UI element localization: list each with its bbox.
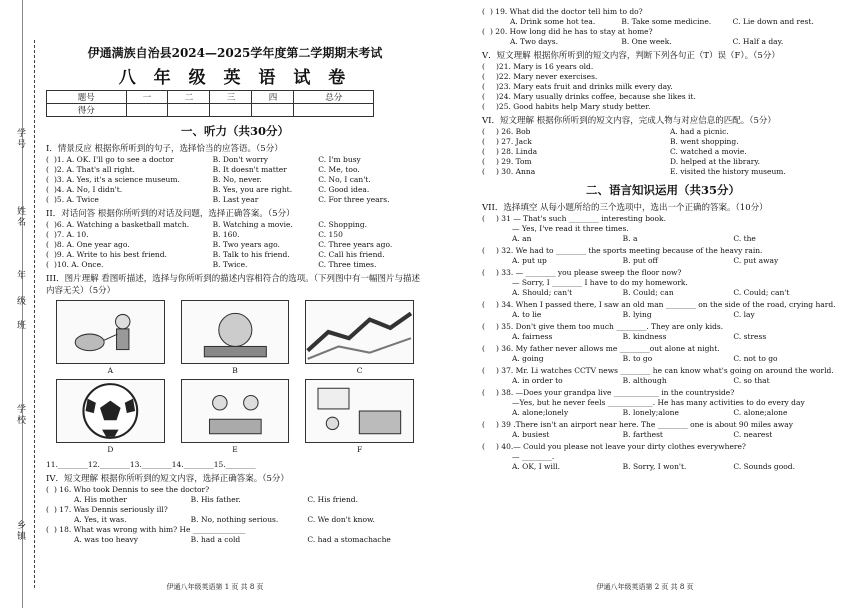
option-c: C. put away — [733, 256, 779, 265]
option-a: )5. A. Twice — [54, 195, 99, 204]
option-b: B. 160. — [212, 230, 240, 239]
question-stem: ) 38. —Does your grandpa live ____________ in the countryside? — [496, 388, 735, 397]
answer-bracket[interactable]: ( — [46, 185, 49, 194]
question-options-row — [482, 332, 844, 341]
answer-bracket[interactable]: ( — [482, 102, 485, 111]
option-b: B. to go — [622, 354, 653, 363]
option-b: B. His father. — [190, 495, 241, 504]
right-content — [482, 6, 844, 474]
option-a: A. in order to — [512, 376, 563, 385]
option-a: A. an — [512, 234, 532, 243]
question-stem: ) 16. Who took Dennis to see the doctor? — [54, 485, 210, 494]
question-stem-line2: —Yes, but he never feels ____________. He has many activities to do every day — [512, 398, 805, 407]
question-row — [46, 260, 424, 269]
picture-label: D — [107, 445, 114, 454]
picture-label: F — [357, 445, 363, 454]
option-b: B. Could; can — [622, 288, 674, 297]
option-b: B. Don't worry — [212, 155, 269, 164]
picture-f-classroom — [305, 379, 414, 443]
option-c: C. Shopping. — [318, 220, 368, 229]
answer-bracket[interactable]: ( — [482, 7, 485, 16]
question-stem-row — [482, 322, 844, 331]
question-stem: ) 20. How long did he has to stay at home? — [490, 27, 653, 36]
activity-option: E. visited the history museum. — [670, 167, 786, 176]
option-c: C. Could; can't — [733, 288, 790, 297]
option-b: B. One week. — [621, 37, 672, 46]
option-b: B. put off — [622, 256, 658, 265]
option-b: B. Last year — [212, 195, 259, 204]
picture-c-great-wall — [305, 300, 414, 364]
part5-title: V．短文理解 根据你所听到的短文内容，判断下列各句正（T）误（F）。（5分） — [482, 51, 780, 61]
option-b: B. Talk to his friend. — [212, 250, 290, 259]
question-options-row — [46, 535, 424, 544]
question-stem-row — [482, 27, 844, 36]
part7-questions — [482, 214, 844, 471]
seal-line — [34, 40, 35, 588]
activity-option: C. watched a movie. — [670, 147, 747, 156]
true-false-row — [482, 72, 844, 81]
question-stem-row — [482, 246, 844, 255]
answer-blanks-11-15[interactable]: 11.________12.________13.________14.________15.________ — [46, 460, 256, 469]
question-stem-continued — [482, 224, 844, 233]
answer-bracket[interactable]: ( — [482, 344, 485, 353]
option-a: A. Two days. — [510, 37, 558, 46]
question-stem-continued — [482, 278, 844, 287]
answer-bracket[interactable]: ( — [482, 147, 485, 156]
part5-questions — [482, 62, 844, 111]
score-cell: 二 — [168, 91, 210, 104]
answer-bracket[interactable]: ( — [482, 72, 485, 81]
part6-matching — [482, 127, 844, 176]
option-c: C. Three years ago. — [318, 240, 393, 249]
part1-questions — [46, 155, 424, 204]
picture-c-wrap — [305, 300, 414, 375]
picture-grid — [56, 300, 414, 454]
option-a: A. was too heavy — [74, 535, 138, 544]
question-options-row — [482, 37, 844, 46]
score-cell[interactable] — [294, 104, 374, 117]
option-c: C. not to go — [733, 354, 778, 363]
answer-bracket[interactable]: ( — [46, 250, 49, 259]
answer-bracket[interactable]: ( — [482, 127, 485, 136]
question-row — [46, 230, 424, 239]
question-stem-row — [482, 420, 844, 429]
question-stem: ) 19. What did the doctor tell him to do? — [490, 7, 643, 16]
picture-label: A — [107, 366, 114, 375]
question-stem: ) 31 — That's such ________ interesting book. — [496, 214, 666, 223]
answer-bracket[interactable]: ( — [482, 420, 485, 429]
option-c: C. I'm busy — [318, 155, 361, 164]
picture-e-party — [181, 379, 290, 443]
picture-b-cartoon — [181, 300, 290, 364]
statement: )23. Mary eats fruit and drinks milk every day. — [496, 82, 673, 91]
option-a: )10. A. Once. — [54, 260, 104, 269]
right-page — [430, 0, 860, 608]
part4-questions — [46, 485, 424, 544]
edge-label-grade: 年 — [15, 270, 25, 281]
score-cell: 得分 — [47, 104, 127, 117]
answer-bracket[interactable]: ( — [46, 175, 49, 184]
option-c: C. Me, too. — [318, 165, 360, 174]
option-a: A. Yes, it was. — [74, 515, 127, 524]
question-stem: ) 17. Was Dennis seriously ill? — [54, 505, 168, 514]
option-a: A. put up — [512, 256, 547, 265]
question-stem-row — [482, 344, 844, 353]
picture-d-wrap — [56, 379, 165, 454]
person-name: ) 29. Tom — [496, 157, 532, 166]
edge-label-township: 乡镇 — [15, 520, 25, 542]
option-a: A. going — [512, 354, 544, 363]
activity-option: B. went shopping. — [670, 137, 739, 146]
picture-e-wrap — [181, 379, 290, 454]
answer-bracket[interactable]: ( — [482, 442, 485, 451]
matching-row — [482, 137, 844, 146]
true-false-row — [482, 62, 844, 71]
option-a: A. OK, I will. — [512, 462, 561, 471]
matching-row — [482, 127, 844, 136]
edge-label-student-id: 学号 — [15, 128, 25, 150]
answer-bracket[interactable]: ( — [482, 62, 485, 71]
option-a: )1. A. OK. I'll go to see a doctor — [54, 155, 174, 164]
picture-a-wrap — [56, 300, 165, 375]
edge-label-school: 学校 — [15, 404, 25, 426]
section-language-title: 二、语言知识运用（共35分） — [585, 183, 740, 197]
option-c: C. alone;alone — [733, 408, 788, 417]
option-b: B. kindness — [622, 332, 667, 341]
edge-label-level: 级 — [15, 296, 25, 307]
option-c: C. stress — [733, 332, 767, 341]
score-cell[interactable] — [126, 104, 168, 117]
question-options-row — [482, 376, 844, 385]
question-stem-continued — [482, 398, 844, 407]
person-name: ) 26. Bob — [496, 127, 531, 136]
picture-label: C — [356, 366, 363, 375]
option-b: B. Watching a movie. — [212, 220, 293, 229]
person-name: ) 28. Linda — [496, 147, 538, 156]
answer-bracket[interactable]: ( — [482, 388, 485, 397]
part2-questions — [46, 220, 424, 269]
answer-bracket[interactable]: ( — [482, 137, 485, 146]
score-cell[interactable] — [252, 104, 294, 117]
picture-a-dog-walking — [56, 300, 165, 364]
question-options-row — [482, 234, 844, 243]
option-c: C. so that — [733, 376, 770, 385]
score-table-score-row — [47, 104, 374, 117]
question-options-row — [482, 17, 844, 26]
person-name: ) 30. Anna — [496, 167, 536, 176]
question-stem-line2: — Sorry, I ________ I have to do my homework. — [512, 278, 688, 287]
answer-bracket[interactable]: ( — [482, 214, 485, 223]
answer-bracket[interactable]: ( — [46, 505, 49, 514]
option-b: B. although — [622, 376, 667, 385]
true-false-row — [482, 82, 844, 91]
question-stem-row — [482, 442, 844, 451]
option-b: B. lying — [622, 310, 652, 319]
true-false-row — [482, 102, 844, 111]
question-row — [46, 240, 424, 249]
question-stem: ) 18. What was wrong with him? He ______________ — [54, 525, 246, 534]
question-stem-line2: — Yes, I've read it three times. — [512, 224, 629, 233]
option-c: C. had a stomachache — [307, 535, 391, 544]
option-c: C. Lie down and rest. — [732, 17, 814, 26]
questions-19-20 — [482, 7, 844, 46]
matching-row — [482, 157, 844, 166]
answer-bracket[interactable]: ( — [46, 260, 49, 269]
score-cell: 三 — [210, 91, 252, 104]
part4-title: IV．短文理解 根据你所听到的短文内容，选择正确答案。（5分） — [46, 474, 289, 484]
option-b: B. a — [622, 234, 638, 243]
option-c: C. Half a day. — [732, 37, 784, 46]
option-c: C. For three years. — [318, 195, 390, 204]
score-cell[interactable] — [168, 104, 210, 117]
question-stem-continued — [482, 452, 844, 461]
question-options-row — [46, 515, 424, 524]
picture-b-wrap — [181, 300, 290, 375]
page-footer: 伊通八年级英语第 1 页 共 8 页 — [166, 583, 264, 591]
option-a: A. to lie — [512, 310, 542, 319]
answer-bracket[interactable]: ( — [46, 240, 49, 249]
statement: )22. Mary never exercises. — [496, 72, 598, 81]
score-table-header-row — [47, 91, 374, 104]
question-stem-row — [482, 7, 844, 16]
score-table — [46, 90, 374, 117]
question-row — [46, 185, 424, 194]
question-row — [46, 195, 424, 204]
part3-title: III．图片理解 看图听描述，选择与你所听到的描述内容相符合的选项。（下列图中有一幅图片与描述内容无关）（5分） — [46, 274, 421, 296]
option-a: )6. A. Watching a basketball match. — [54, 220, 190, 229]
option-a: )9. A. Write to his best friend. — [54, 250, 167, 259]
option-c: C. Sounds good. — [733, 462, 795, 471]
option-b: B. Sorry, I won't. — [622, 462, 687, 471]
picture-f-wrap — [305, 379, 414, 454]
question-stem: ) 39 .There isn't an airport near here. The ________ one is about 90 miles away — [496, 420, 794, 429]
question-stem-row — [46, 485, 424, 494]
option-b: B. No, never. — [212, 175, 262, 184]
question-stem-row — [482, 214, 844, 223]
question-stem: ) 34. When I passed there, I saw an old man ________ on the side of the road, crying hard. — [496, 300, 836, 309]
answer-bracket[interactable]: ( — [482, 322, 485, 331]
question-options-row — [482, 288, 844, 297]
answer-bracket[interactable]: ( — [482, 268, 485, 277]
question-options-row — [482, 408, 844, 417]
option-c: C. No, I can't. — [318, 175, 371, 184]
question-stem: ) 37. Mr. Li watches CCTV news ________ he can know what's going on around the world. — [496, 366, 834, 375]
part2-title: II．对话问答 根据你所听到的对话及问题，选择正确答案。（5分） — [46, 209, 295, 219]
option-c: C. the — [733, 234, 756, 243]
statement: )21. Mary is 16 years old. — [496, 62, 594, 71]
score-cell: 总分 — [294, 91, 374, 104]
question-row — [46, 175, 424, 184]
answer-bracket[interactable]: ( — [46, 155, 49, 164]
edge-label-name: 姓名 — [15, 206, 25, 228]
page-footer: 伊通八年级英语第 2 页 共 8 页 — [596, 583, 694, 591]
option-b: B. farthest — [622, 430, 663, 439]
question-stem: ) 33. — ________ you please sweep the floor now? — [496, 268, 682, 277]
option-b: B. lonely;alone — [622, 408, 679, 417]
part7-title: VII．选择填空 从每小题所给的三个选项中，选出一个正确的答案。（10分） — [482, 203, 768, 213]
question-options-row — [46, 495, 424, 504]
score-cell: 一 — [126, 91, 168, 104]
edge-label-class: 班 — [15, 320, 25, 331]
statement: )24. Mary usually drinks coffee, because she likes it. — [496, 92, 696, 101]
part6-title: VI．短文理解 根据你所听到的短文内容，完成人物与对应信息的匹配。（5分） — [482, 116, 776, 126]
question-options-row — [482, 430, 844, 439]
option-b: B. It doesn't matter — [212, 165, 287, 174]
question-stem-row — [482, 268, 844, 277]
answer-bracket[interactable]: ( — [46, 165, 49, 174]
true-false-row — [482, 92, 844, 101]
question-stem: ) 32. We had to ________ the sports meeting because of the heavy rain. — [496, 246, 763, 255]
option-a: )3. A. Yes, it's a science museum. — [54, 175, 180, 184]
option-a: A. Should; can't — [512, 288, 573, 297]
option-c: C. His friend. — [307, 495, 358, 504]
question-options-row — [482, 310, 844, 319]
option-c: C. Good idea. — [318, 185, 370, 194]
exam-title: 伊通满族自治县2024—2025学年度第二学期期末考试 — [87, 46, 383, 60]
answer-bracket[interactable]: ( — [482, 300, 485, 309]
question-stem-row — [482, 388, 844, 397]
option-a: )8. A. One year ago. — [54, 240, 130, 249]
option-a: )7. A. 10. — [54, 230, 89, 239]
option-c: C. Call his friend. — [318, 250, 385, 259]
option-a: A. busiest — [512, 430, 550, 439]
answer-bracket[interactable]: ( — [482, 366, 485, 375]
option-c: C. nearest — [733, 430, 773, 439]
answer-bracket[interactable]: ( — [482, 167, 485, 176]
option-b: B. No, nothing serious. — [190, 515, 279, 524]
score-cell: 题号 — [47, 91, 127, 104]
option-b: B. had a cold — [190, 535, 241, 544]
answer-bracket[interactable]: ( — [46, 525, 49, 534]
answer-bracket[interactable]: ( — [482, 82, 485, 91]
answer-bracket[interactable]: ( — [482, 27, 485, 36]
answer-bracket[interactable]: ( — [482, 246, 485, 255]
question-row — [46, 220, 424, 229]
answer-bracket[interactable]: ( — [482, 92, 485, 101]
question-options-row — [482, 354, 844, 363]
question-options-row — [482, 462, 844, 471]
question-stem-row — [482, 366, 844, 375]
question-stem-row — [482, 300, 844, 309]
answer-bracket[interactable]: ( — [46, 230, 49, 239]
exam-subtitle: 八 年 级 英 语 试 卷 — [118, 68, 352, 88]
score-cell[interactable] — [210, 104, 252, 117]
matching-row — [482, 147, 844, 156]
question-stem-line2: — ________. — [512, 452, 555, 461]
question-stem-row — [46, 525, 424, 534]
picture-d-soccer-ball — [56, 379, 165, 443]
option-c: C. lay — [733, 310, 755, 319]
option-a: )4. A. No, I didn't. — [54, 185, 123, 194]
option-b: B. Take some medicine. — [621, 17, 712, 26]
option-a: A. Drink some hot tea. — [510, 17, 596, 26]
picture-label: B — [232, 366, 238, 375]
option-a: A. His mother — [74, 495, 127, 504]
option-b: B. Yes, you are right. — [212, 185, 293, 194]
option-c: C. We don't know. — [307, 515, 375, 524]
option-a: A. fairness — [512, 332, 553, 341]
person-name: ) 27. Jack — [496, 137, 532, 146]
answer-bracket[interactable]: ( — [46, 485, 49, 494]
score-cell: 四 — [252, 91, 294, 104]
question-row — [46, 165, 424, 174]
part1-title: I．情景反应 根据你所听到的句子，选择恰当的应答语。（5分） — [46, 144, 283, 154]
left-content — [46, 0, 424, 544]
question-row — [46, 155, 424, 164]
option-a: )2. A. That's all right. — [54, 165, 135, 174]
statement: )25. Good habits help Mary study better. — [496, 102, 651, 111]
option-b: B. Two years ago. — [212, 240, 280, 249]
section-listening-title: 一、听力（共30分） — [180, 124, 289, 138]
picture-label: E — [232, 445, 238, 454]
option-c: C. Three times. — [318, 260, 377, 269]
answer-bracket[interactable]: ( — [482, 157, 485, 166]
question-stem: ) 35. Don't give them too much ________. They are only kids. — [496, 322, 724, 331]
answer-bracket[interactable]: ( — [46, 195, 49, 204]
question-stem-row — [46, 505, 424, 514]
question-stem: ) 36. My father never allows me ________out alone at night. — [496, 344, 720, 353]
question-stem: ) 40.— Could you please not leave your dirty clothes everywhere? — [496, 442, 746, 451]
activity-option: D. helped at the library. — [670, 157, 761, 166]
option-c: C. 150 — [318, 230, 343, 239]
option-a: A. alone;lonely — [512, 408, 569, 417]
activity-option: A. had a picnic. — [670, 127, 729, 136]
answer-bracket[interactable]: ( — [46, 220, 49, 229]
option-b: B. Twice. — [212, 260, 248, 269]
matching-row — [482, 167, 844, 176]
question-row — [46, 250, 424, 259]
question-options-row — [482, 256, 844, 265]
